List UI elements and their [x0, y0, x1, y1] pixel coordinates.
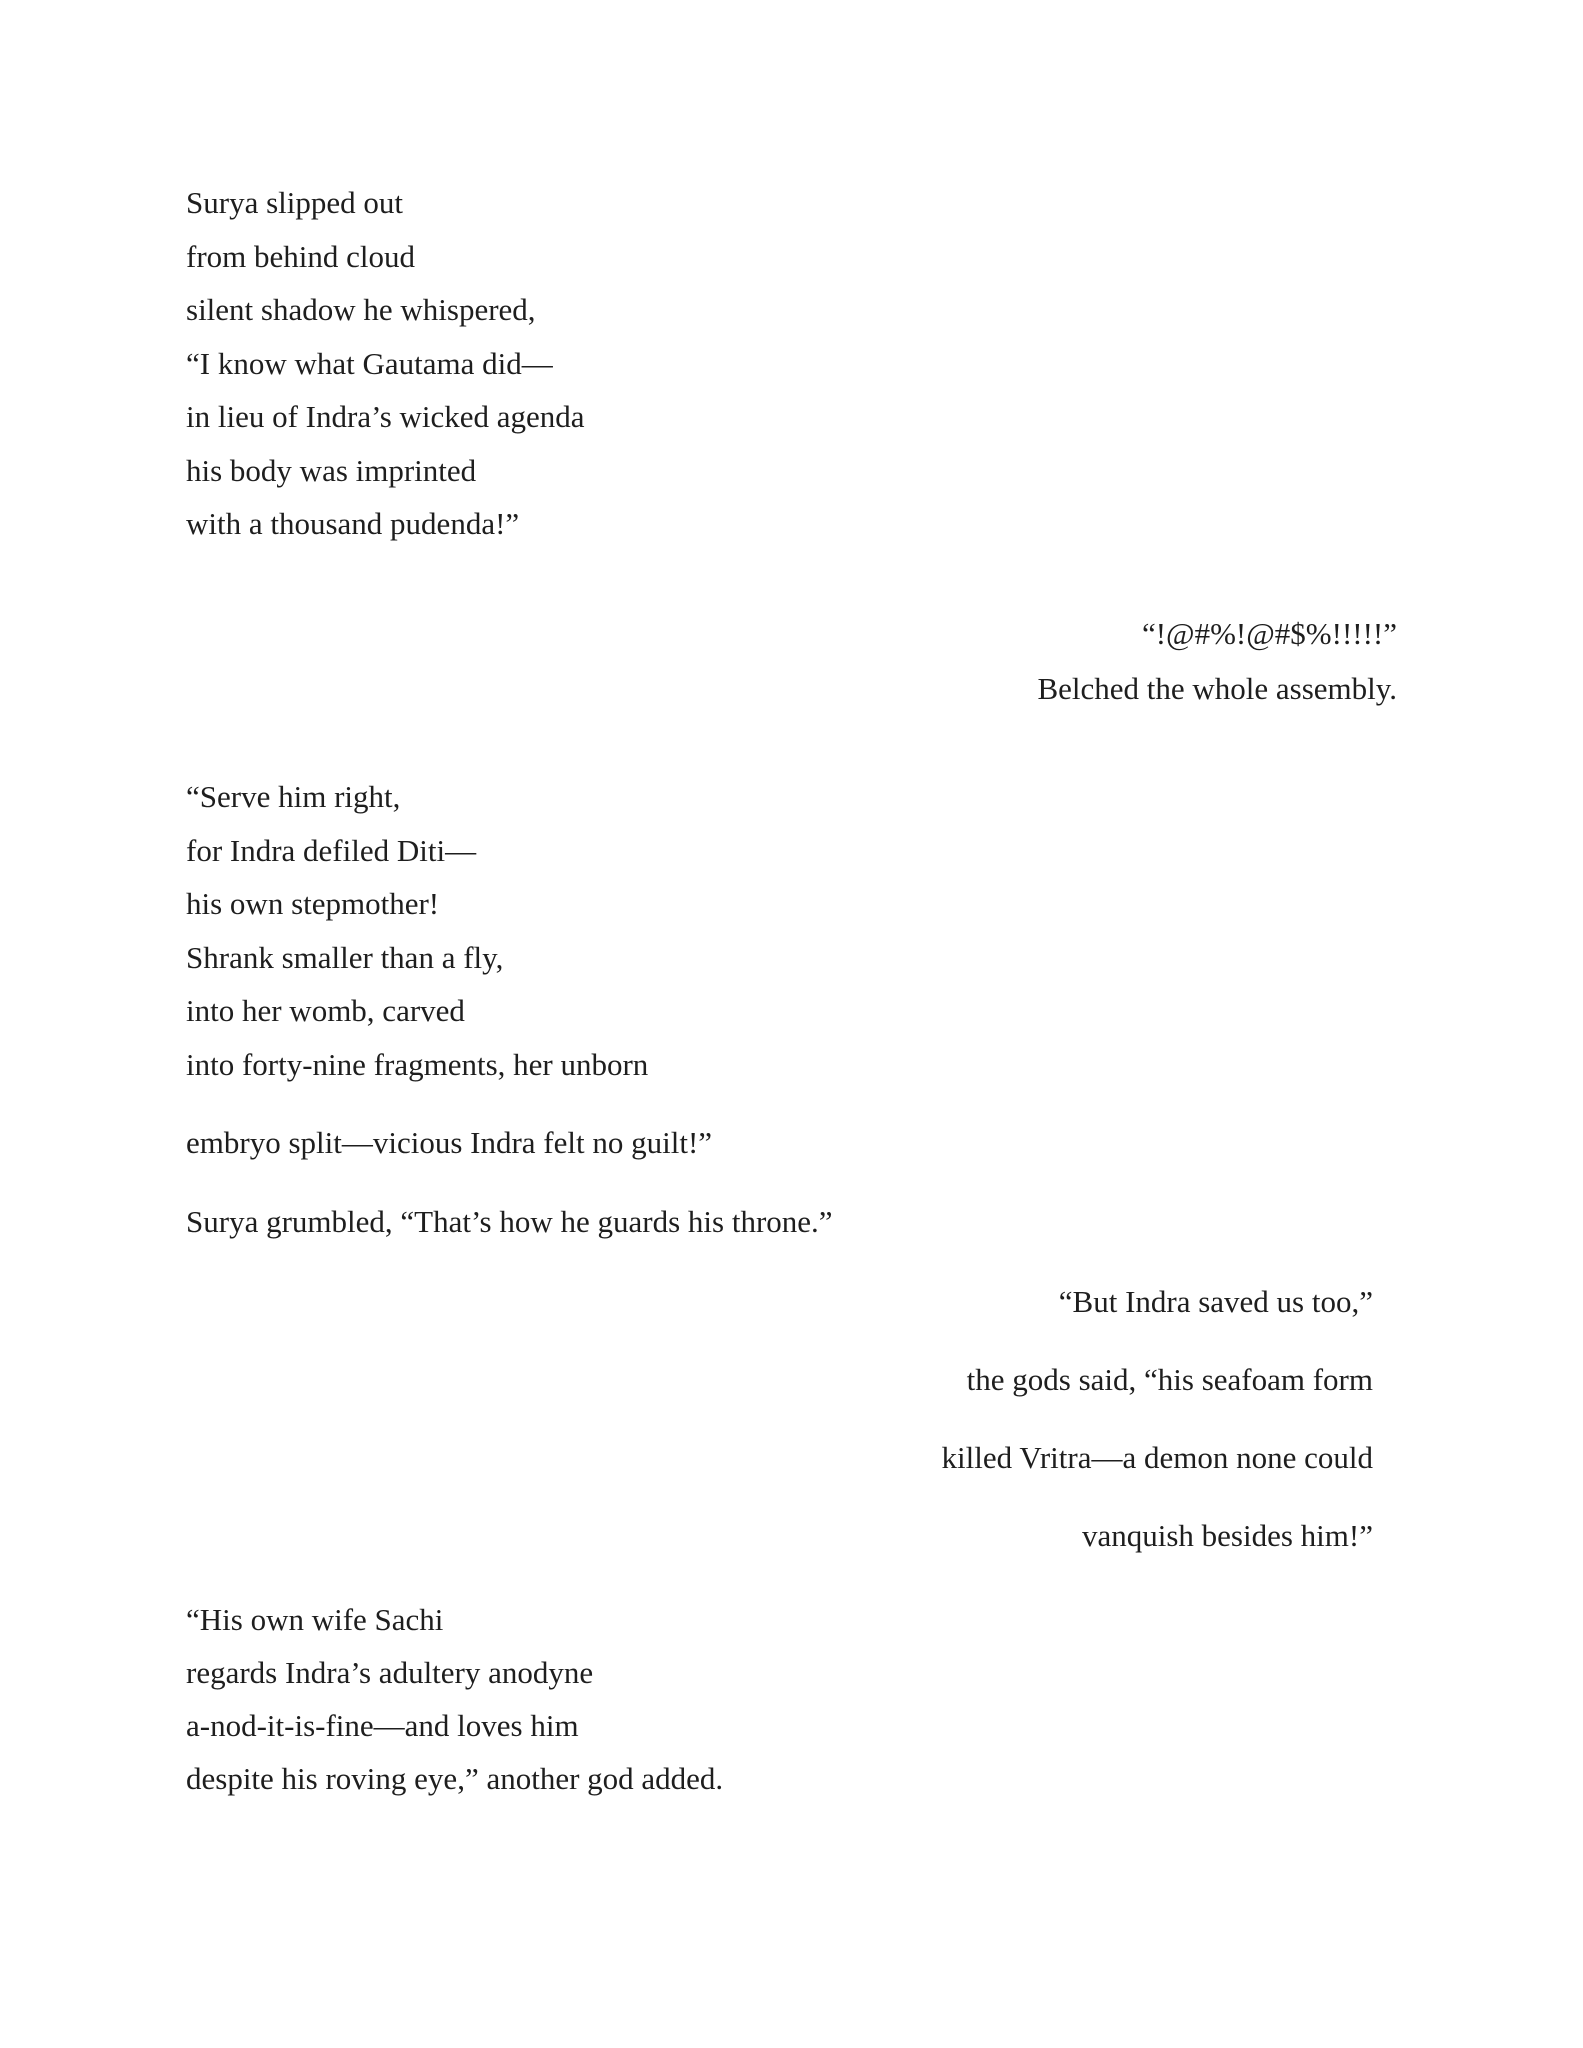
poem-line: from behind cloud	[186, 238, 416, 274]
poem-line: Shrank smaller than a fly,	[186, 939, 504, 975]
poem-line: a-nod-it-is-fine—and loves him	[186, 1708, 579, 1743]
poem-line: “I know what Gautama did—	[186, 345, 553, 381]
stanza-4	[186, 1116, 712, 1170]
poem-line: “!@#%!@#$%!!!!!”	[1141, 616, 1397, 651]
poem-line: into her womb, carved	[186, 993, 465, 1028]
poem-line: silent shadow he whispered,	[186, 292, 536, 327]
poem-line: “But Indra saved us too,”	[1058, 1284, 1373, 1319]
poem-line: killed Vritra—a demon none could	[941, 1440, 1373, 1475]
stanza-3	[186, 770, 648, 1091]
poem-line: with a thousand pudenda!”	[186, 506, 520, 541]
poem-line: his body was imprinted	[186, 452, 477, 488]
poem-line: “Serve him right,	[186, 779, 401, 814]
poem-line: the gods said, “his seafoam form	[966, 1362, 1373, 1397]
poem-line: in lieu of Indra’s wicked agenda	[186, 399, 585, 434]
stanza-7	[186, 1593, 723, 1805]
poem-line: regards Indra’s adultery anodyne	[186, 1655, 594, 1690]
poem-line: Surya grumbled, “That’s how he guards his throne.”	[186, 1204, 833, 1239]
poem-line: “His own wife Sachi	[186, 1602, 444, 1637]
poem-line: embryo split—vicious Indra felt no guilt!”	[186, 1125, 713, 1160]
poem-line: vanquish besides him!”	[1081, 1518, 1373, 1553]
poem-line: Surya slipped out	[186, 185, 403, 220]
stanza-1	[186, 176, 585, 551]
stanza-6	[942, 1263, 1373, 1575]
poem-line: his own stepmother!	[186, 886, 440, 921]
stanza-5	[186, 1195, 833, 1249]
poem-line: for Indra defiled Diti—	[186, 832, 477, 868]
poem-line: despite his roving eye,” another god added.	[186, 1761, 724, 1796]
poem-line: Belched the whole assembly.	[1037, 671, 1397, 706]
poem-line: into forty-nine fragments, her unborn	[186, 1046, 649, 1082]
stanza-2	[1037, 606, 1397, 716]
